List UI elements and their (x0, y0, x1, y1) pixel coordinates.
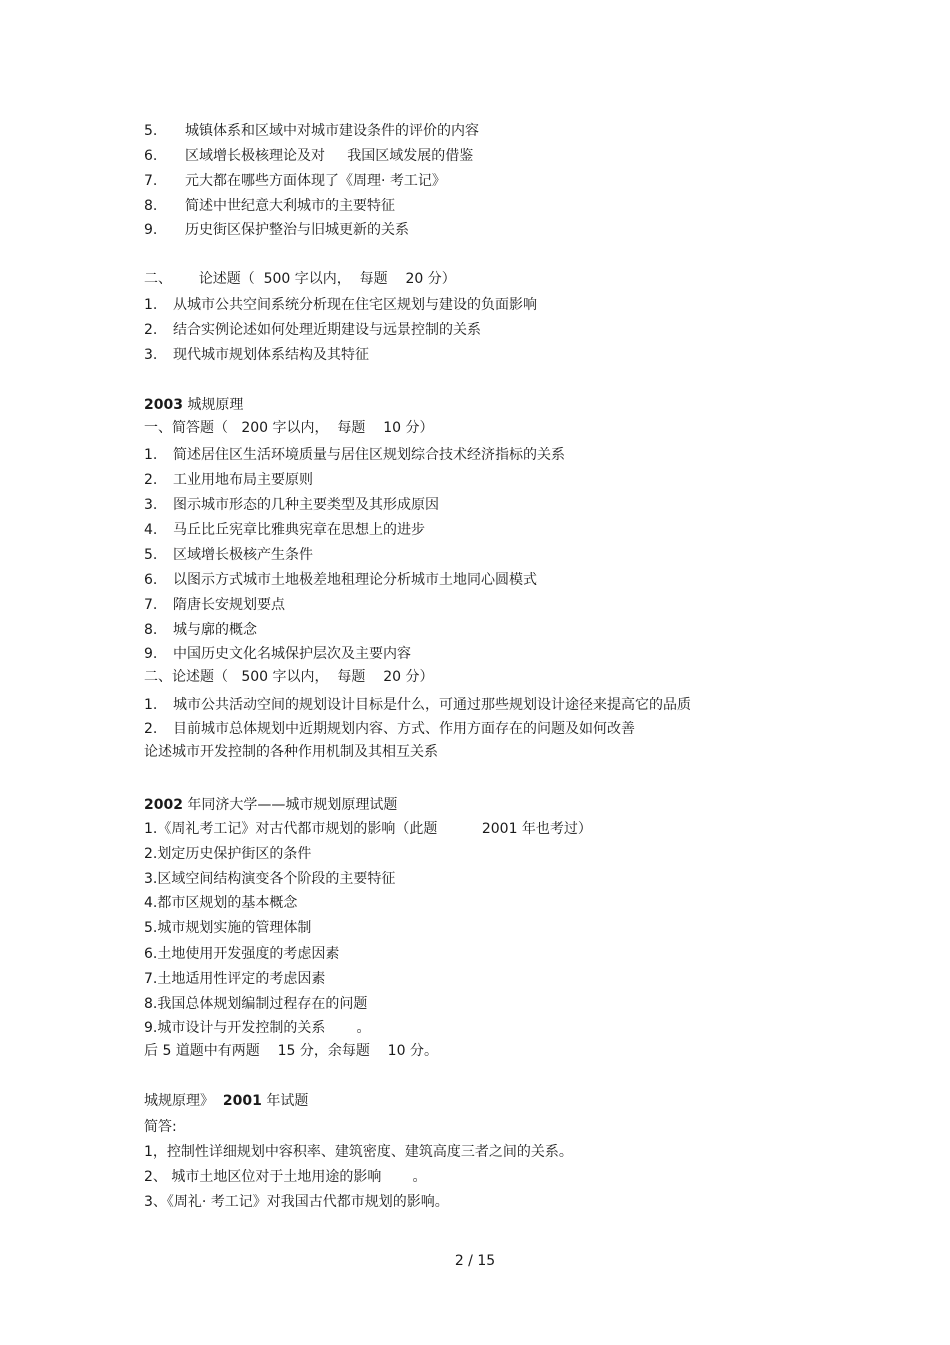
list-item: 1. 城市公共活动空间的规划设计目标是什么，可通过那些规划设计途径来提高它的品质 (144, 697, 691, 713)
list-item: 3. 现代城市规划体系结构及其特征 (144, 347, 369, 363)
list-item: 8. 城与廓的概念 (144, 622, 257, 638)
list-item: 8.我国总体规划编制过程存在的问题 (144, 996, 368, 1012)
list-item: 8. 简述中世纪意大利城市的主要特征 (144, 198, 395, 214)
list-item: 9.城市设计与开发控制的关系 。 (144, 1020, 371, 1036)
section-heading: 二、 论述题（ 500 字以内， 每题 20 分） (144, 271, 456, 287)
score-note: 后 5 道题中有两题 15 分，余每题 10 分。 (144, 1043, 438, 1059)
page-number: 2 / 15 (454, 1253, 496, 1269)
list-item: 4. 马丘比丘宪章比雅典宪章在思想上的进步 (144, 522, 425, 538)
list-item: 2. 目前城市总体规划中近期规划内容、方式、作用方面存在的问题及如何改善 (144, 721, 635, 737)
list-item: 2. 结合实例论述如何处理近期建设与远景控制的关系 (144, 322, 481, 338)
list-item: 6. 区域增长极核理论及对 我国区域发展的借鉴 (144, 148, 474, 164)
list-item: 7.土地适用性评定的考虑因素 (144, 971, 326, 987)
list-item: 论述城市开发控制的各种作用机制及其相互关系 (144, 744, 438, 760)
list-item: 1. 简述居住区生活环境质量与居住区规划综合技术经济指标的关系 (144, 447, 565, 463)
list-item: 2.划定历史保护街区的条件 (144, 846, 312, 862)
section-heading: 一、简答题（ 200 字以内， 每题 10 分） (144, 420, 434, 436)
list-item: 1.《周礼考工记》对古代都市规划的影响（此题 2001 年也考过） (144, 821, 592, 837)
section-heading: 简答: (144, 1119, 177, 1135)
list-item: 3、《周礼· 考工记》对我国古代都市规划的影响。 (144, 1194, 449, 1210)
list-item: 7. 隋唐长安规划要点 (144, 597, 285, 613)
list-item: 1，控制性详细规划中容积率、建筑密度、建筑高度三者之间的关系。 (144, 1144, 573, 1160)
list-item: 3. 图示城市形态的几种主要类型及其形成原因 (144, 497, 439, 513)
list-item: 6.土地使用开发强度的考虑因素 (144, 946, 340, 962)
exam-title-2003: 2003 城规原理 (144, 397, 244, 413)
list-item: 6. 以图示方式城市土地极差地租理论分析城市土地同心圆模式 (144, 572, 537, 588)
list-item: 5. 城镇体系和区域中对城市建设条件的评价的内容 (144, 123, 479, 139)
list-item: 5. 区域增长极核产生条件 (144, 547, 313, 563)
list-item: 7. 元大都在哪些方面体现了《周理· 考工记》 (144, 173, 446, 189)
exam-title-2001: 城规原理》 2001 年试题 (144, 1093, 309, 1109)
exam-title-2002: 2002 年同济大学——城市规划原理试题 (144, 797, 398, 813)
list-item: 3.区域空间结构演变各个阶段的主要特征 (144, 871, 396, 887)
list-item: 5.城市规划实施的管理体制 (144, 920, 312, 936)
list-item: 1. 从城市公共空间系统分析现在住宅区规划与建设的负面影响 (144, 297, 537, 313)
list-item: 4.都市区规划的基本概念 (144, 895, 298, 911)
list-item: 9. 历史街区保护整治与旧城更新的关系 (144, 222, 409, 238)
list-item: 9. 中国历史文化名城保护层次及主要内容 (144, 646, 411, 662)
list-item: 2. 工业用地布局主要原则 (144, 472, 313, 488)
list-item: 2、 城市土地区位对于土地用途的影响 。 (144, 1169, 427, 1185)
section-heading: 二、论述题（ 500 字以内， 每题 20 分） (144, 669, 434, 685)
